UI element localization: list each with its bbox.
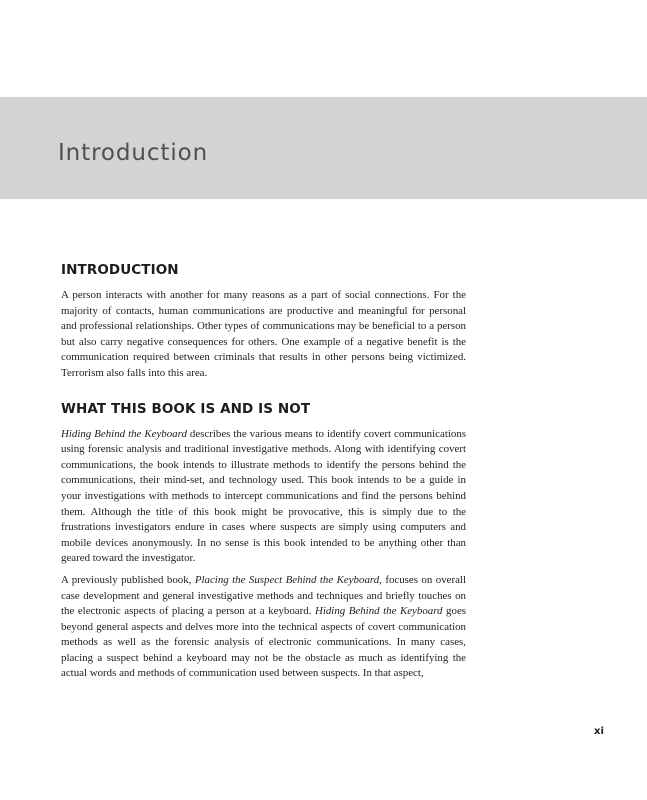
chapter-title: Introduction <box>58 140 209 166</box>
introduction-paragraph: A person interacts with another for many reasons as a part of social connections. For the majority of contacts, human communications are productive and meaningful for personal and professional relationships. Other types of communications may be beneficial to a person but also carry negative consequences for others. One example of a negative benefit is the communication required between criminals that results in other persons being victimized. Terrorism also falls into this area. <box>61 289 466 379</box>
page-number: xi <box>594 726 604 737</box>
previous-book-title-italic: Placing the Suspect Behind the Keyboard <box>194 573 380 586</box>
book-scope-paragraph-1 <box>61 427 466 567</box>
book-title-italic: Hiding Behind the Keyboard <box>61 427 187 440</box>
paragraph-text: , focuses on overall case development and general investigative methods and techniques and briefly touches on the electronic aspects of placing a person at a keyboard. <box>61 573 466 618</box>
book-title-italic: Hiding Behind the Keyboard <box>314 605 443 618</box>
paragraph-text: goes beyond general aspects and delves more into the technical aspects of covert communication methods as well as the forensic analysis of electronic communications. In many cases, placing a suspect behind a keyboard may not be the obstacle as much as identifying the actual words and methods of communication used between suspects. In that aspect, <box>61 605 467 680</box>
section-heading-what-this-book-is: WHAT THIS BOOK IS AND IS NOT <box>61 400 311 417</box>
paragraph-text: A previously published book, <box>61 573 195 586</box>
book-scope-paragraph-2 <box>61 573 466 682</box>
page-body <box>61 260 466 682</box>
section-heading-introduction: INTRODUCTION <box>61 262 179 278</box>
paragraph-text: describes the various means to identify covert communications using forensic analysis and traditional investigative methods. Along with identifying covert communications, the book intends to illustrate methods to identify the persons behind the communications, their mind-set, and technology used. This book intends to be a guide in your investigations with methods to intercept communications and find the persons behind them. Although the title of this book might be provocative, this is simply due to the frustrations investigators endure in cases where suspects are simply using computers and mobile devices anonymously. In no sense is this book intended to be anything other than geared toward the investigator. <box>61 427 467 565</box>
